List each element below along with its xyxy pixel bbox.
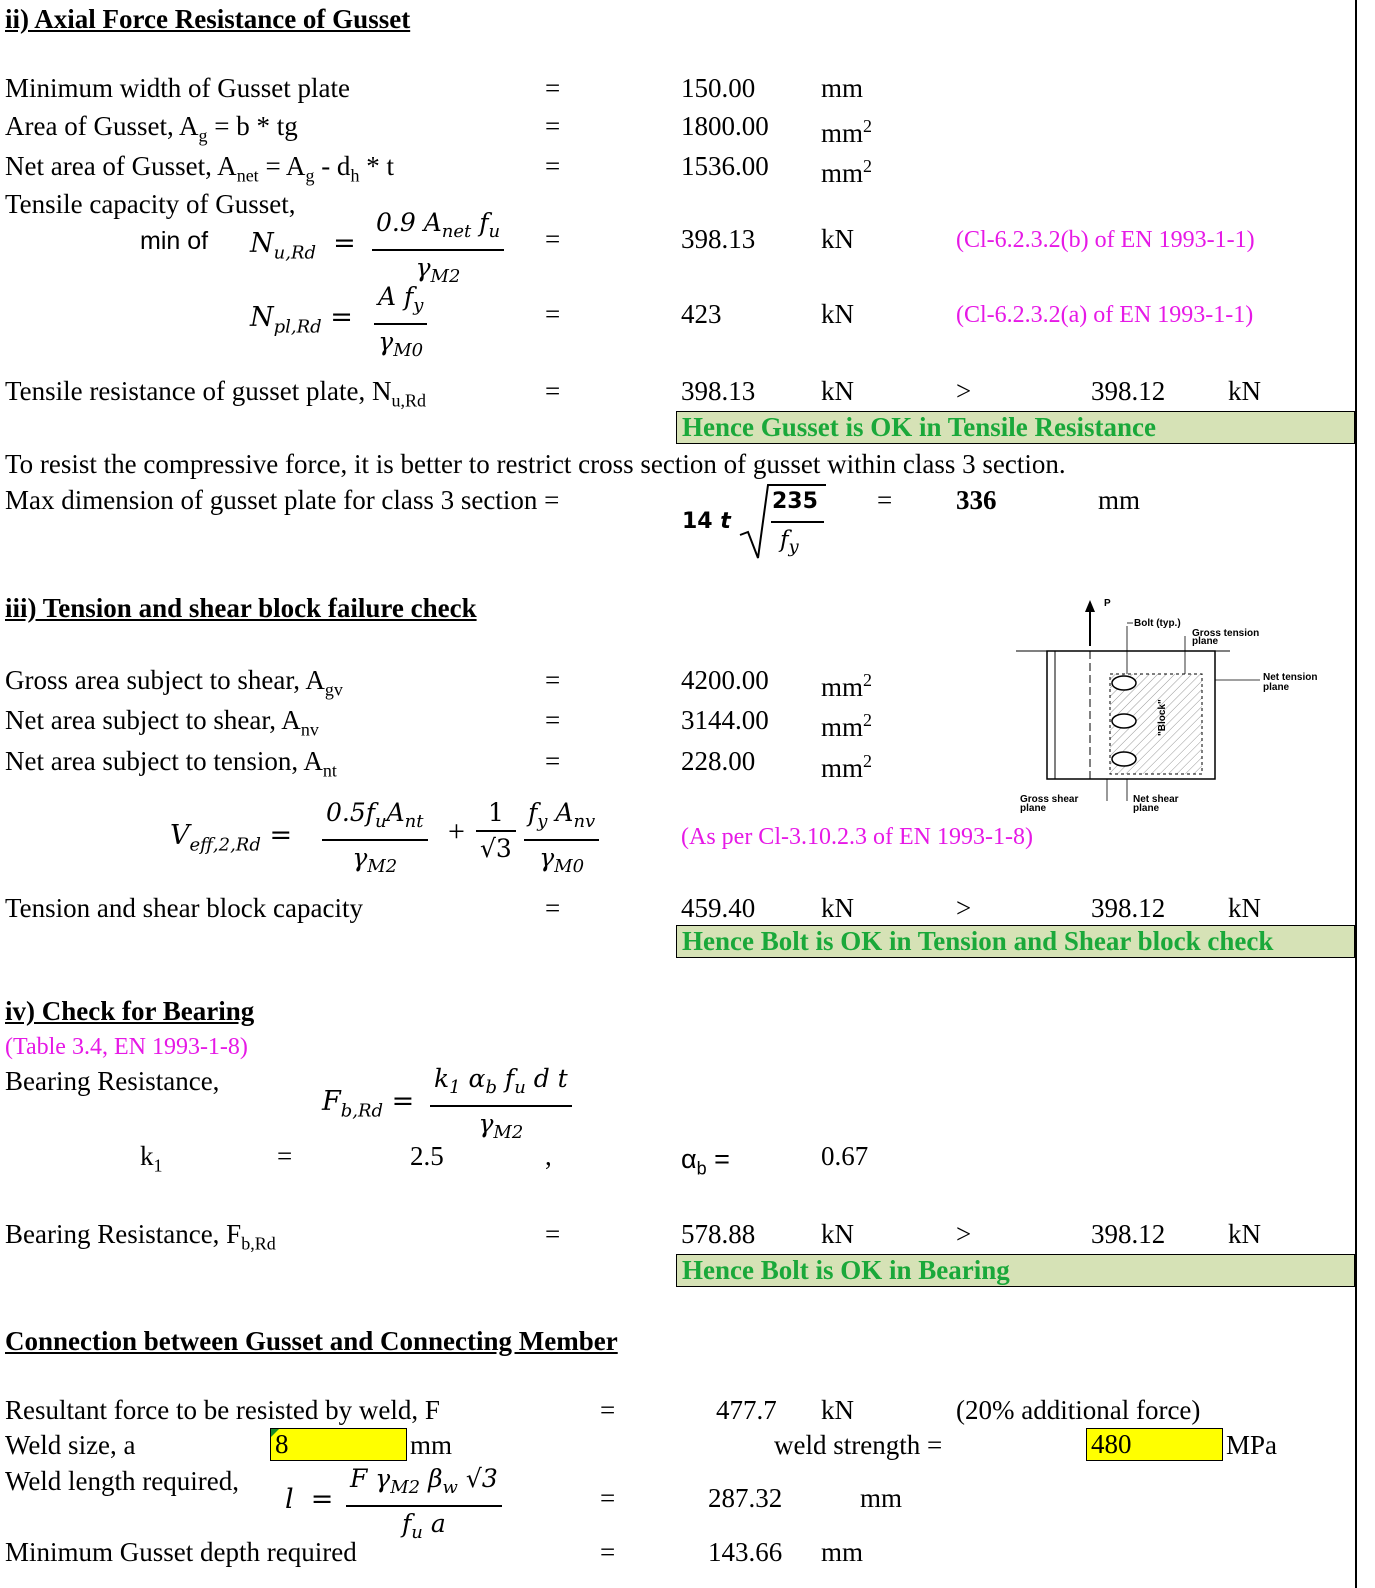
unit-label: kN bbox=[821, 893, 854, 923]
net-area-value: 1536.00 bbox=[681, 151, 769, 181]
additional-force-note: (20% additional force) bbox=[956, 1395, 1201, 1425]
equals-sign: = bbox=[545, 299, 561, 329]
compressive-note: To resist the compressive force, it is better to restrict cross section of gusset within class 3 section. bbox=[5, 449, 1066, 479]
class3-formula-numerator: 235 bbox=[772, 489, 818, 514]
alpha-label: $\alpha_b$ = bbox=[681, 1144, 730, 1179]
veff-term-2: $\frac{1}{√3}$ bbox=[476, 796, 516, 866]
veff-term-3: $f_y$ $A_{nv}$ $\gamma_{M0}$ bbox=[524, 796, 599, 884]
reference-note: (Cl-6.2.3.2(b) of EN 1993-1-1) bbox=[956, 227, 1255, 253]
min-of-label: min of bbox=[140, 227, 209, 255]
ok-bearing-banner: Hence Bolt is OK in Bearing bbox=[676, 1254, 1355, 1287]
min-gusset-depth-label: Minimum Gusset depth required bbox=[5, 1537, 357, 1567]
unit-label: $mm^2$ bbox=[821, 710, 873, 742]
ok-block-banner: Hence Bolt is OK in Tension and Shear block check bbox=[676, 925, 1355, 958]
svg-text:plane: plane bbox=[1133, 803, 1160, 814]
weld-size-label: Weld size, a bbox=[5, 1430, 136, 1460]
reference-note: (As per Cl-3.10.2.3 of EN 1993-1-8) bbox=[681, 824, 1033, 850]
equals-sign: = bbox=[877, 485, 893, 515]
equals-sign: = bbox=[277, 1141, 293, 1171]
gross-shear-area-value: 4200.00 bbox=[681, 665, 769, 695]
equals-sign: = bbox=[545, 746, 561, 776]
area-value: 1800.00 bbox=[681, 111, 769, 141]
unit-label: kN bbox=[821, 1395, 854, 1425]
unit-label: kN bbox=[821, 1219, 854, 1249]
comma-separator: , bbox=[545, 1141, 552, 1171]
sheet-right-border bbox=[1355, 0, 1357, 1588]
unit-label: kN bbox=[1228, 1219, 1261, 1249]
weld-length-value: 287.32 bbox=[708, 1483, 783, 1513]
tensile-resistance-label: Tensile resistance of gusset plate, $N_{u,Rd}$ bbox=[5, 376, 427, 411]
net-tension-area-value: 228.00 bbox=[681, 746, 756, 776]
section-heading-axial: ii) Axial Force Resistance of Gusset bbox=[5, 4, 411, 34]
unit-label: $mm^2$ bbox=[821, 116, 873, 148]
unit-label: $mm^2$ bbox=[821, 751, 873, 783]
bearing-resistance-label: Bearing Resistance, bbox=[5, 1066, 220, 1096]
gross-shear-area-label: Gross area subject to shear, $A_{gv}$ bbox=[5, 665, 343, 700]
equals-sign: = bbox=[545, 111, 561, 141]
unit-label: $mm^2$ bbox=[821, 156, 873, 188]
veff-term-1: $0.5f_uA_{nt}$ $\gamma_{M2}$ bbox=[322, 796, 428, 884]
gross-shear-plane-label: Gross shear bbox=[1020, 794, 1079, 805]
greater-than-sign: > bbox=[956, 376, 972, 406]
unit-label: mm bbox=[821, 73, 864, 103]
equals-sign: = bbox=[545, 376, 561, 406]
equals-sign: = bbox=[545, 705, 561, 735]
nurd-formula: 0.9 $A_{net}$ $f_u$ $\gamma_{M2}$ bbox=[372, 206, 504, 294]
equals-sign: = bbox=[545, 665, 561, 695]
gross-tension-plane-label: Gross tension bbox=[1192, 628, 1260, 639]
equals-sign: = bbox=[600, 1395, 616, 1425]
block-shear-diagram bbox=[1015, 596, 1350, 820]
svg-text:plane: plane bbox=[1263, 682, 1290, 693]
nplrd-value: 423 bbox=[681, 299, 722, 329]
nplrd-symbol: $N_{pl,Rd}$ = bbox=[250, 302, 353, 338]
design-force-value: 398.12 bbox=[1091, 376, 1166, 406]
unit-label: mm bbox=[1098, 485, 1141, 515]
unit-label: kN bbox=[1228, 893, 1261, 923]
net-tension-area-label: Net area subject to tension, $A_{nt}$ bbox=[5, 746, 337, 781]
force-label: P bbox=[1104, 598, 1111, 609]
design-force-value: 398.12 bbox=[1091, 893, 1166, 923]
equals-sign: = bbox=[545, 224, 561, 254]
weld-size-input[interactable]: 8 bbox=[270, 1428, 407, 1461]
net-tension-plane-label: Net tension bbox=[1263, 672, 1318, 683]
block-capacity-label: Tension and shear block capacity bbox=[5, 893, 363, 923]
fbrd-symbol: $F_{b,Rd}$ = bbox=[322, 1086, 415, 1122]
unit-label: mm bbox=[860, 1483, 903, 1513]
cell-marker-icon bbox=[271, 1429, 279, 1437]
unit-label: kN bbox=[821, 224, 854, 254]
weld-length-formula: $\frac{F \gamma_{M2} \beta_w √3}{f_u a}$ bbox=[346, 1462, 502, 1550]
equals-sign: = bbox=[600, 1537, 616, 1567]
bearing-resistance-value-label: Bearing Resistance, $F_{b,Rd}$ bbox=[5, 1219, 276, 1254]
min-width-value: 150.00 bbox=[681, 73, 756, 103]
min-width-label: Minimum width of Gusset plate bbox=[5, 73, 350, 103]
tensile-capacity-label: Tensile capacity of Gusset, bbox=[5, 189, 296, 219]
fbrd-formula: $\frac{k_1 \alpha_b f_u d t}{\gamma_{M2}}$ bbox=[430, 1062, 572, 1150]
design-force-value: 398.12 bbox=[1091, 1219, 1166, 1249]
weld-strength-label: weld strength = bbox=[774, 1430, 943, 1460]
resultant-force-value: 477.7 bbox=[716, 1395, 777, 1425]
equals-sign: = bbox=[545, 893, 561, 923]
alpha-value: 0.67 bbox=[821, 1141, 869, 1171]
bearing-resistance-value: 578.88 bbox=[681, 1219, 756, 1249]
unit-label: MPa bbox=[1226, 1430, 1278, 1460]
section-heading-bearing: iv) Check for Bearing bbox=[5, 996, 255, 1026]
tensile-resistance-value: 398.13 bbox=[681, 376, 756, 406]
weld-length-symbol: l = bbox=[285, 1484, 334, 1515]
ok-tensile-banner: Hence Gusset is OK in Tensile Resistance bbox=[676, 411, 1355, 444]
area-label: Area of Gusset, $A_g = b$ * tg bbox=[5, 111, 298, 146]
unit-label: $mm^2$ bbox=[821, 670, 873, 702]
class3-formula-denominator: $f_y$ bbox=[780, 527, 799, 558]
greater-than-sign: > bbox=[956, 893, 972, 923]
weld-strength-input[interactable]: 480 bbox=[1086, 1428, 1223, 1461]
unit-label: kN bbox=[821, 376, 854, 406]
reference-note: (Cl-6.2.3.2(a) of EN 1993-1-1) bbox=[956, 302, 1254, 328]
k1-label: $k_1$ bbox=[140, 1141, 163, 1176]
equals-sign: = bbox=[545, 1219, 561, 1249]
max-dimension-value: 336 bbox=[956, 485, 997, 515]
unit-label: kN bbox=[821, 299, 854, 329]
section-heading-connection: Connection between Gusset and Connecting Member bbox=[5, 1326, 618, 1356]
veff-symbol: $V_{eff,2,Rd}$ = bbox=[170, 820, 293, 856]
net-area-label: Net area of Gusset, $A_{net} = A_g - d_h * t$ bbox=[5, 151, 394, 186]
greater-than-sign: > bbox=[956, 1219, 972, 1249]
unit-label: mm bbox=[410, 1430, 453, 1460]
equals-sign: = bbox=[545, 73, 561, 103]
net-shear-plane-label: Net shear bbox=[1133, 794, 1179, 805]
block-capacity-value: 459.40 bbox=[681, 893, 756, 923]
nurd-symbol: $N_{u,Rd}$ = bbox=[250, 228, 356, 264]
unit-label: kN bbox=[1228, 376, 1261, 406]
equals-sign: = bbox=[600, 1483, 616, 1513]
svg-text:plane: plane bbox=[1020, 803, 1047, 814]
section-heading-block: iii) Tension and shear block failure check bbox=[5, 593, 477, 623]
svg-text:plane: plane bbox=[1192, 636, 1219, 647]
resultant-force-label: Resultant force to be resisted by weld, F bbox=[5, 1395, 440, 1425]
net-shear-area-value: 3144.00 bbox=[681, 705, 769, 735]
class3-formula-coefficient: 14 t bbox=[682, 509, 731, 534]
min-gusset-depth-value: 143.66 bbox=[708, 1537, 783, 1567]
k1-value: 2.5 bbox=[410, 1141, 444, 1171]
equals-sign: = bbox=[545, 151, 561, 181]
nplrd-formula: $\frac{A f_y}{\gamma_{M0}}$ bbox=[374, 280, 427, 368]
plus-sign: + bbox=[448, 815, 465, 848]
nurd-value: 398.13 bbox=[681, 224, 756, 254]
unit-label: mm bbox=[821, 1537, 864, 1567]
bolt-label: Bolt (typ.) bbox=[1134, 618, 1181, 629]
weld-length-label: Weld length required, bbox=[5, 1466, 239, 1496]
net-shear-area-label: Net area subject to shear, $A_{nv}$ bbox=[5, 705, 319, 740]
max-dimension-label: Max dimension of gusset plate for class 3 section = bbox=[5, 485, 560, 515]
reference-note: (Table 3.4, EN 1993-1-8) bbox=[5, 1034, 248, 1060]
block-label: "Block" bbox=[1157, 699, 1168, 736]
